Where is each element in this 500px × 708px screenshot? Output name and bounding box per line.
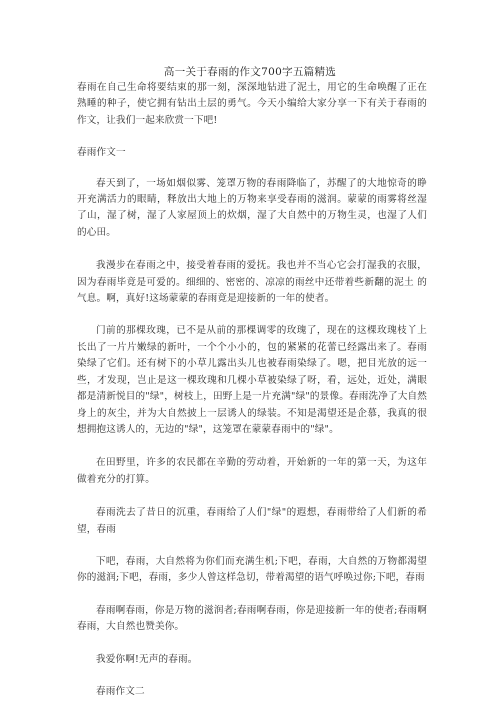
intro-paragraph: 春雨在自己生命将要结束的那一刻，深深地钻进了泥土，用它的生命唤醒了正在熟睡的种子，使它拥有钻出土层的勇气。今天小编给大家分享一下有关于春雨的作文，让我们一起来欣赏一下吧! bbox=[77, 82, 427, 126]
paragraph-7: 春雨啊春雨，你是万物的滋润者;春雨啊春雨，你是迎接新一年的使者;春雨啊春雨，大自然也赞美你。 bbox=[77, 604, 427, 633]
document-body bbox=[77, 80, 427, 700]
paragraph-4: 在田野里，许多的农民都在辛勤的劳动着，开始新的一年的第一天，为这年做着充分的打算。 bbox=[77, 457, 427, 485]
paragraph-5: 春雨洗去了昔日的沉重，春雨给了人们"绿"的遐想，春雨带给了人们新的希望，春雨 bbox=[77, 507, 427, 535]
document-title: 高一关于春雨的作文700字五篇精选 bbox=[163, 66, 337, 78]
essay-2-heading: 春雨作文二 bbox=[96, 685, 145, 697]
paragraph-8: 我爱你啊!无声的春雨。 bbox=[96, 653, 198, 665]
paragraph-1: 春天到了，一场如烟似雾、笼罩万物的春雨降临了，苏醒了的大地惊奇的睁开充满活力的眼睛，释放出大地上的万物来享受春雨的滋润。蒙蒙的雨雾将丝湿了山，湿了树，湿了人家屋顶上的炊烟，湿了大自然中的万物生灵，也湿了人们的心田。 bbox=[77, 177, 427, 238]
essay-1-heading: 春雨作文一 bbox=[77, 147, 126, 159]
paragraph-3: 门前的那棵玫瑰，已不是从前的那棵调零的玫瑰了，现在的这棵玫瑰枝丫上长出了一片片嫩绿的新叶，一个个小小的，包的紧紧的花蕾已经露出来了。春雨染绿了它们。还有树下的小草儿露出头儿也被春雨染绿了。嗯，把目光放的远一些，才发现，岂止是这一棵玫瑰和几棵小草被染绿了呀，看，远处，近处，满眼都是清新悦目的"绿"，树枝上，田野上是一片充满"绿"的景像。春雨洗净了大自然身上的灰尘，并为大自然披上一层诱人的绿装。不知是渴望还是企慕，我真的很想拥抱这诱人的，无边的"绿"，这笼罩在蒙蒙春雨中的"绿"。 bbox=[77, 325, 427, 435]
paragraph-2: 我漫步在春雨之中，接受着春雨的爱抚。我也并不当心它会打湿我的衣服，因为春雨毕竟是可爱的。细细的、密密的、凉凉的雨丝中还带着些新翻的泥土 的气息。啊，真好!这场蒙蒙的春雨竟是迎接新的一年的使者。 bbox=[77, 260, 427, 305]
paragraph-6: 下吧，春雨，大自然将为你们而充满生机;下吧，春雨，大自然的万物都渴望你的滋润;下吧，春雨，多少人曾这样急切，带着渴望的语气呼唤过你;下吧，春雨 bbox=[77, 555, 427, 584]
